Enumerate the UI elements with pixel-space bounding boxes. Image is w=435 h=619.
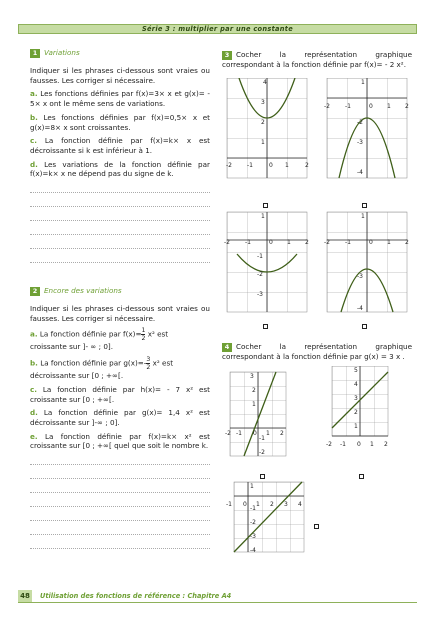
svg-text:-2: -2 bbox=[226, 162, 232, 169]
svg-text:4: 4 bbox=[263, 79, 267, 86]
chapter-title: Utilisation des fonctions de référence : Chapitre A4 bbox=[40, 592, 232, 600]
svg-text:0: 0 bbox=[253, 430, 257, 437]
exercise-2-heading bbox=[30, 286, 210, 296]
svg-text:-2: -2 bbox=[324, 103, 330, 110]
checkbox-graph-e[interactable] bbox=[260, 474, 265, 479]
svg-text:-3: -3 bbox=[357, 139, 363, 146]
exercise-intro: Indiquer si les phrases ci-dessous sont vraies ou fausses. Les corriger si nécessaire. bbox=[30, 304, 210, 323]
exercise-4 bbox=[222, 342, 412, 366]
graph-c bbox=[224, 212, 309, 312]
svg-text:-1: -1 bbox=[257, 253, 263, 260]
svg-text:1: 1 bbox=[287, 239, 291, 246]
item-d: d. La fonction définie par g(x)= 1,4 x² est décroissante sur ]-∞ ; 0]. bbox=[30, 408, 210, 428]
graph-a bbox=[226, 78, 309, 178]
svg-text:-1: -1 bbox=[226, 501, 232, 508]
svg-text:1: 1 bbox=[361, 79, 365, 86]
svg-text:2: 2 bbox=[384, 441, 388, 448]
svg-text:-3: -3 bbox=[250, 533, 256, 540]
exercise-2 bbox=[30, 286, 210, 549]
svg-text:1: 1 bbox=[370, 441, 374, 448]
graph-b bbox=[324, 78, 409, 178]
exercise-1-heading bbox=[30, 48, 210, 58]
svg-text:3: 3 bbox=[250, 373, 254, 380]
svg-text:2: 2 bbox=[270, 501, 274, 508]
svg-text:2: 2 bbox=[405, 103, 409, 110]
svg-text:-4: -4 bbox=[357, 169, 363, 176]
svg-text:2: 2 bbox=[305, 162, 309, 169]
svg-text:-3: -3 bbox=[357, 273, 363, 280]
answer-lines bbox=[30, 464, 210, 549]
page-number: 48 bbox=[18, 590, 32, 602]
svg-text:-2: -2 bbox=[357, 119, 363, 126]
svg-text:2: 2 bbox=[405, 239, 409, 246]
svg-text:-1: -1 bbox=[236, 430, 242, 437]
svg-text:5: 5 bbox=[354, 367, 358, 374]
footer-divider bbox=[18, 602, 417, 603]
svg-text:3: 3 bbox=[354, 395, 358, 402]
checkbox-graph-c[interactable] bbox=[263, 324, 268, 329]
series-title: Série 3 : multiplier par une constante bbox=[141, 25, 294, 33]
series-header bbox=[18, 24, 417, 34]
item-a: a. Les fonctions définies par f(x)=3× x et g(x)= - 5× x ont le même sens de variations. bbox=[30, 89, 210, 109]
svg-text:1: 1 bbox=[285, 162, 289, 169]
svg-text:2: 2 bbox=[261, 119, 265, 126]
svg-text:1: 1 bbox=[256, 501, 260, 508]
svg-text:-2: -2 bbox=[250, 519, 256, 526]
svg-text:2: 2 bbox=[305, 239, 309, 246]
svg-text:-3: -3 bbox=[257, 291, 263, 298]
svg-text:-4: -4 bbox=[357, 305, 363, 312]
svg-text:-2: -2 bbox=[257, 271, 263, 278]
svg-text:0: 0 bbox=[369, 103, 373, 110]
exercise-1 bbox=[30, 48, 210, 263]
svg-text:1: 1 bbox=[387, 103, 391, 110]
svg-text:-1: -1 bbox=[259, 435, 265, 442]
graph-d bbox=[324, 212, 409, 312]
svg-text:2: 2 bbox=[252, 387, 256, 394]
exercise-title: Encore des variations bbox=[44, 286, 122, 295]
svg-text:4: 4 bbox=[354, 381, 358, 388]
svg-text:-1: -1 bbox=[245, 239, 251, 246]
svg-text:-2: -2 bbox=[259, 449, 265, 456]
graph-e bbox=[225, 372, 286, 456]
item-b: b. Les fonctions définies par f(x)=0,5× x et g(x)=8× x sont croissantes. bbox=[30, 112, 210, 132]
exercise-intro: Indiquer si les phrases ci-dessous sont vraies ou fausses. Les corriger si nécessaire. bbox=[30, 66, 210, 85]
item-c: c. La fonction définie par f(x)=k× x est décroissante si k est inférieur à 1. bbox=[30, 136, 210, 156]
checkbox-graph-a[interactable] bbox=[263, 203, 268, 208]
svg-text:3: 3 bbox=[261, 99, 265, 106]
svg-text:-2: -2 bbox=[324, 239, 330, 246]
svg-text:0: 0 bbox=[243, 501, 247, 508]
svg-text:-1: -1 bbox=[345, 239, 351, 246]
svg-text:-1: -1 bbox=[250, 505, 256, 512]
exercise-4-graphs bbox=[222, 366, 417, 576]
item-a: a. La fonction définie par f(x)= $\frac{1}{2}$ x² est croissante sur ]- ∞ ; 0]. bbox=[30, 327, 169, 352]
svg-text:1: 1 bbox=[361, 213, 365, 220]
svg-text:2: 2 bbox=[354, 409, 358, 416]
svg-text:3: 3 bbox=[284, 501, 288, 508]
svg-text:-2: -2 bbox=[225, 430, 231, 437]
item-d: d. Les variations de la fonction définie par f(x)=k× x ne dépend pas du signe de k. bbox=[30, 159, 210, 179]
svg-text:-1: -1 bbox=[345, 103, 351, 110]
svg-text:1: 1 bbox=[266, 430, 270, 437]
svg-text:1: 1 bbox=[387, 239, 391, 246]
checkbox-graph-g[interactable] bbox=[314, 524, 319, 529]
checkbox-graph-f[interactable] bbox=[359, 474, 364, 479]
graph-f bbox=[326, 366, 388, 448]
svg-text:1: 1 bbox=[354, 423, 358, 430]
svg-text:1: 1 bbox=[250, 483, 254, 490]
svg-text:1: 1 bbox=[261, 139, 265, 146]
svg-text:0: 0 bbox=[269, 239, 273, 246]
svg-text:-1: -1 bbox=[247, 162, 253, 169]
exercise-3 bbox=[222, 50, 412, 74]
svg-text:0: 0 bbox=[357, 441, 361, 448]
svg-text:0: 0 bbox=[369, 239, 373, 246]
svg-text:-2: -2 bbox=[326, 441, 332, 448]
svg-text:4: 4 bbox=[298, 501, 302, 508]
checkbox-graph-d[interactable] bbox=[362, 324, 367, 329]
exercise-3-statement: 3 Cocher la représentation graphique correspondant à la fonction définie par f(x)= - 2 x². bbox=[222, 50, 412, 69]
item-c: c. La fonction définie par h(x)= - 7 x² est croissante sur [0 ; +∞[. bbox=[30, 384, 210, 404]
svg-text:-1: -1 bbox=[340, 441, 346, 448]
svg-text:1: 1 bbox=[252, 401, 256, 408]
svg-text:1: 1 bbox=[261, 213, 265, 220]
graph-g bbox=[226, 482, 304, 554]
answer-lines bbox=[30, 192, 210, 263]
exercise-3-graphs bbox=[222, 78, 417, 338]
item-b: b. La fonction définie par g(x)=- $\frac{3}{2}$ x² est décroissante sur [0 ; +∞[. bbox=[30, 356, 174, 381]
svg-text:0: 0 bbox=[269, 162, 273, 169]
exercise-title: Variations bbox=[44, 48, 80, 57]
svg-text:2: 2 bbox=[280, 430, 284, 437]
checkbox-graph-b[interactable] bbox=[362, 203, 367, 208]
exercise-number: 2 bbox=[30, 287, 40, 296]
svg-text:-4: -4 bbox=[250, 547, 256, 554]
item-e: e. La fonction définie par f(x)=k× x² est croissante sur [0 ; +∞[ quel que soit le nombre k. bbox=[30, 431, 210, 451]
exercise-number: 1 bbox=[30, 49, 40, 58]
svg-text:-2: -2 bbox=[224, 239, 230, 246]
exercise-4-statement: 4 Cocher la représentation graphique correspondant à la fonction définie par g(x) = 3 x . bbox=[222, 342, 412, 361]
